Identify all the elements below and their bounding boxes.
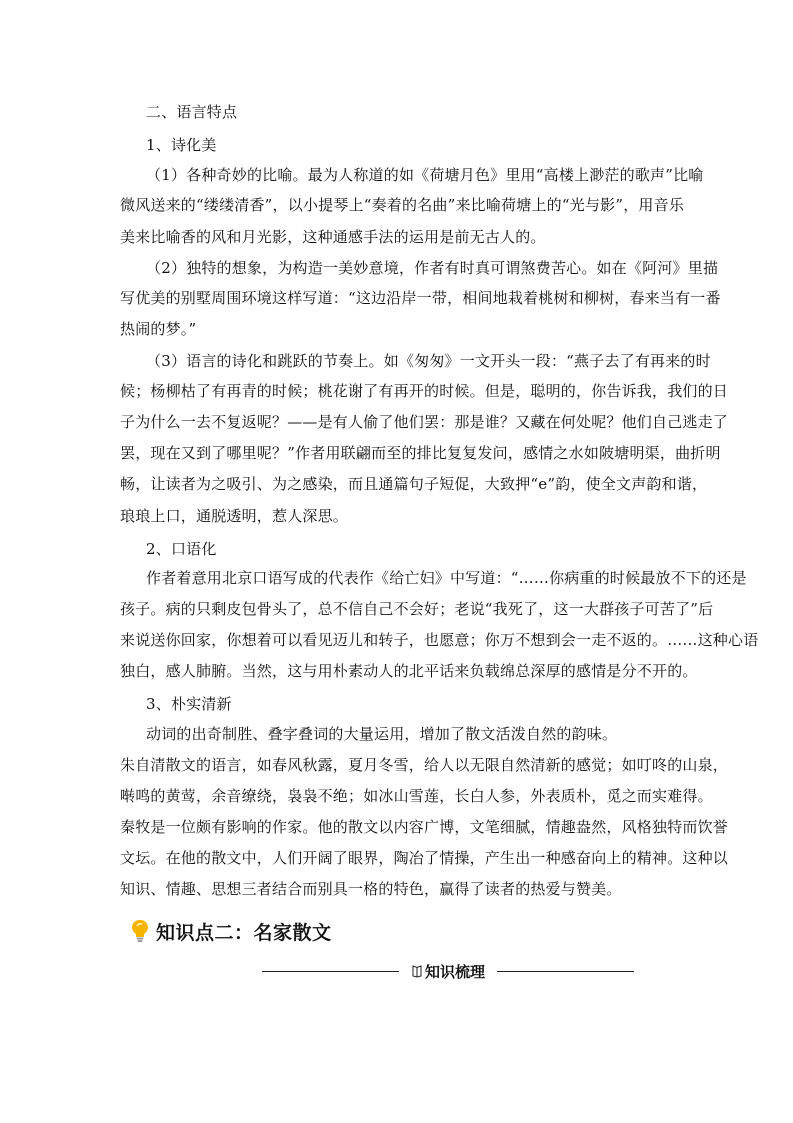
paragraph-line: 微风送来的“缕缕清香”，以小提琴上“奏着的名曲”来比喻荷塘上的“光与影”，用音乐 bbox=[120, 196, 685, 214]
paragraph-line: 作者着意用北京口语写成的代表作《给亡妇》中写道：“……你病重的时候最放不下的还是 bbox=[146, 569, 747, 587]
lightbulb-icon bbox=[130, 918, 150, 944]
paragraph-line: （3）语言的诗化和跳跃的节奏上。如《匆匆》一文开头一段：“燕子去了有再来的时 bbox=[146, 352, 711, 370]
paragraph-line: 罢，现在又到了哪里呢？”作者用联翩而至的排比复复发问，感情之水如陂塘明渠，曲折明 bbox=[120, 444, 721, 462]
paragraph-line: 子为什么一去不复返呢？——是有人偷了他们罢：那是谁？又藏在何处呢？他们自己逃走了 bbox=[120, 413, 729, 431]
paragraph-line: 来说送你回家，你想着可以看见迈儿和转子，也愿意；你万不想到会一走不返的。……这种心语 bbox=[120, 631, 759, 649]
heading-language-features: 二、语言特点 bbox=[146, 103, 238, 121]
paragraph-line: 候；杨柳枯了有再青的时候；桃花谢了有再开的时候。但是，聪明的，你告诉我，我们的日 bbox=[120, 382, 729, 400]
knowledge-divider bbox=[262, 960, 634, 982]
divider-line-right bbox=[497, 971, 634, 972]
divider-label: 知识梳理 bbox=[425, 962, 486, 981]
section-heading: 知识点二：名家散文 bbox=[156, 921, 332, 944]
paragraph-line: 畅，让读者为之吸引、为之感染，而且通篇句子短促，大致押“e”韵，使全文声韵和谐， bbox=[120, 475, 708, 493]
section-heading-row bbox=[130, 917, 332, 945]
paragraph-line: 朱自清散文的语言，如春风秋露，夏月冬雪，给人以无限自然清新的感觉；如叮咚的山泉， bbox=[120, 756, 729, 774]
paragraph-line: （1）各种奇妙的比喻。最为人称道的如《荷塘月色》里用“高楼上渺茫的歌声”比喻 bbox=[146, 166, 704, 184]
paragraph-line: （2）独特的想象，为构造一美妙意境，作者有时真可谓煞费苦心。如在《阿河》里描 bbox=[146, 259, 719, 277]
subheading-plain-fresh: 3、朴实清新 bbox=[146, 695, 232, 713]
paragraph-line: 文坛。在他的散文中，人们开阔了眼界，陶冶了情操，产生出一种感奋向上的精神。这种以 bbox=[120, 849, 729, 867]
divider-center bbox=[411, 961, 485, 982]
paragraph-line: 啭鸣的黄莺，余音缭绕，袅袅不绝；如冰山雪莲，长白人参，外表质朴，觅之而实难得。 bbox=[120, 787, 713, 805]
paragraph-line: 知识、情趣、思想三者结合而别具一格的特色，赢得了读者的热爱与赞美。 bbox=[120, 880, 622, 898]
paragraph-line: 孩子。病的只剩皮包骨头了，总不信自己不会好；老说“我死了，这一大群孩子可苦了”后 bbox=[120, 600, 714, 618]
book-icon bbox=[411, 964, 423, 978]
paragraph-line: 写优美的别墅周围环境这样写道：“这边沿岸一带，相间地栽着桃树和柳树，春来当有一番 bbox=[120, 289, 721, 307]
paragraph-line: 动词的出奇制胜、叠字叠词的大量运用，增加了散文活泼自然的韵味。 bbox=[146, 725, 618, 743]
paragraph-line: 热闹的梦。” bbox=[120, 320, 197, 338]
paragraph-line: 独白，感人肺腑。当然，这与用朴素动人的北平话来负载绵总深厚的感情是分不开的。 bbox=[120, 662, 698, 680]
subheading-poetic: 1、诗化美 bbox=[146, 136, 217, 154]
paragraph-line: 美来比喻香的风和月光影，这种通感手法的运用是前无古人的。 bbox=[120, 228, 546, 246]
subheading-colloquial: 2、口语化 bbox=[146, 540, 217, 558]
paragraph-line: 秦牧是一位颇有影响的作家。他的散文以内容广博，文笔细腻，情趣盎然，风格独特而饮誉 bbox=[120, 818, 729, 836]
paragraph-line: 琅琅上口，通脱透明，惹人深思。 bbox=[120, 507, 349, 525]
divider-line-left bbox=[262, 971, 399, 972]
